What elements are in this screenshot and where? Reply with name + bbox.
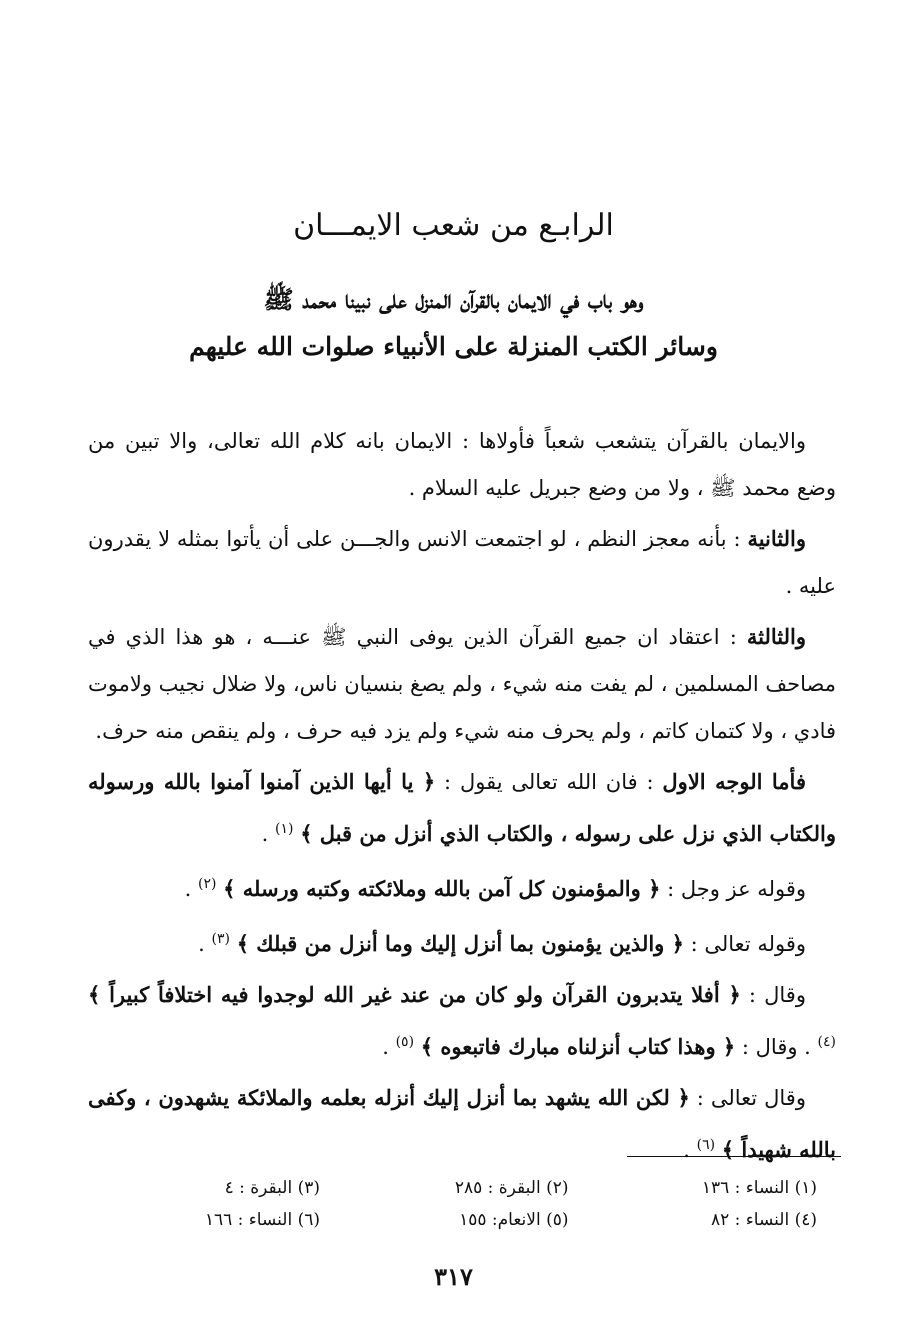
chapter-title: الرابـع من شعب الايمـــان: [293, 208, 614, 243]
paragraph-2: [88, 515, 836, 610]
paragraph-4: [88, 758, 836, 858]
paragraph-2-lead: والثانية: [747, 526, 806, 551]
footnote-ref-1: (١): [275, 821, 294, 837]
paragraph-8: [88, 1074, 836, 1174]
paragraph-4-end: .: [261, 822, 276, 846]
paragraph-3: [88, 613, 836, 755]
footnote-ref-3: (٣): [211, 931, 230, 947]
paragraph-6-end: .: [198, 932, 212, 956]
paragraph-7: [88, 971, 836, 1071]
paragraph-3-lead: والثالثة: [746, 624, 806, 649]
paragraph-6-text: وقوله تعالى :: [683, 932, 806, 956]
paragraph-6: [88, 916, 836, 968]
footnote-2: (٢) البقرة : ٢٨٥: [454, 1178, 569, 1198]
body-text: [88, 418, 836, 1177]
paragraph-5-text: وقوله عز وجل :: [660, 877, 806, 901]
footnote-row-1: [120, 1172, 817, 1204]
quran-quote-4: ﴿ أفلا يتدبرون القرآن ولو كان من عند غير الله لوجدوا فيه اختلافاً كبيراً ﴾: [88, 982, 741, 1007]
paragraph-8-end: .: [683, 1138, 697, 1162]
footnote-ref-5: (٥): [395, 1034, 415, 1050]
footnote-ref-6: (٦): [696, 1137, 716, 1153]
paragraph-1: [88, 418, 836, 512]
page-number: ٣١٧: [434, 1262, 473, 1291]
quran-quote-2: ﴿ والمؤمنون كل آمن بالله وملائكته وكتبه ورسله ﴾: [223, 876, 661, 901]
footnote-divider: [627, 1156, 841, 1157]
paragraph-1-text: والايمان بالقرآن يتشعب شعباً فأولاها : الايمان بانه كلام الله تعالى، والا تبين من وضع محمد ﷺ ، ولا من وضع جبريل عليه السلام .: [88, 429, 836, 500]
footnote-row-2: [120, 1204, 817, 1236]
footnote-1: (١) النساء : ١٣٦: [701, 1178, 817, 1198]
quran-quote-3: ﴿ والذين يؤمنون بما أنزل إليك وما أنزل من قبلك ﴾: [236, 931, 684, 956]
chapter-subtitle-line-2: وسائر الكتب المنزلة على الأنبياء صلوات الله عليهم: [189, 332, 718, 361]
paragraph-7-text-2: . وقال :: [735, 1035, 818, 1059]
paragraph-2-text: : بأنه معجز النظم ، لو اجتمعت الانس والجـــن على أن يأتوا بمثله لا يقدرون عليه .: [88, 527, 836, 598]
footnote-3: (٣) البقرة : ٤: [224, 1178, 320, 1198]
paragraph-4-text: : فان الله تعالى يقول :: [435, 770, 663, 794]
footnote-5: (٥) الانعام: ١٥٥: [459, 1210, 569, 1230]
paragraph-5: [88, 861, 836, 913]
paragraph-7-end: .: [382, 1035, 396, 1059]
footnote-ref-4: (٤): [817, 1034, 836, 1050]
footnote-ref-2: (٢): [197, 876, 217, 892]
paragraph-8-text: وقال تعالى :: [689, 1086, 806, 1110]
quran-quote-1: ﴿ يا أيها الذين آمنوا آمنوا بالله ورسوله والكتاب الذي نزل على رسوله ، والكتاب الذي أنزل من قبل ﴾: [88, 769, 836, 846]
chapter-subtitle-line-1: وهو باب في الايمان بالقرآن المنزل على نبينا محمد ﷺ: [263, 285, 644, 314]
paragraph-4-lead: فأما الوجه الاول: [662, 769, 806, 794]
footnote-4: (٤) النساء : ٨٢: [711, 1210, 817, 1230]
paragraph-3-text: : اعتقاد ان جميع القرآن الذين يوفى النبي ﷺ عنـــه ، هو هذا الذي في مصاحف المسلمين ، لم يفت منه شيء ، ولم يصغ بنسيان ناس، ولا ضلال نجيب ولاموت فادي ، ولا كتمان كاتم ، ولم يحرف منه شيء ولم يزد فيه حرف ، ولم ينقص منه حرف.: [88, 625, 836, 743]
quran-quote-5: ﴿ وهذا كتاب أنزلناه مبارك فاتبعوه ﴾: [420, 1034, 736, 1059]
paragraph-5-end: .: [184, 877, 198, 901]
quran-quote-6: ﴿ لكن الله يشهد بما أنزل إليك أنزله بعلمه والملائكة يشهدون ، وكفى بالله شهيداً ﴾: [88, 1085, 836, 1162]
footnotes: [120, 1172, 817, 1236]
footnote-6: (٦) النساء : ١٦٦: [204, 1210, 320, 1230]
paragraph-7-text: وقال :: [740, 983, 806, 1007]
